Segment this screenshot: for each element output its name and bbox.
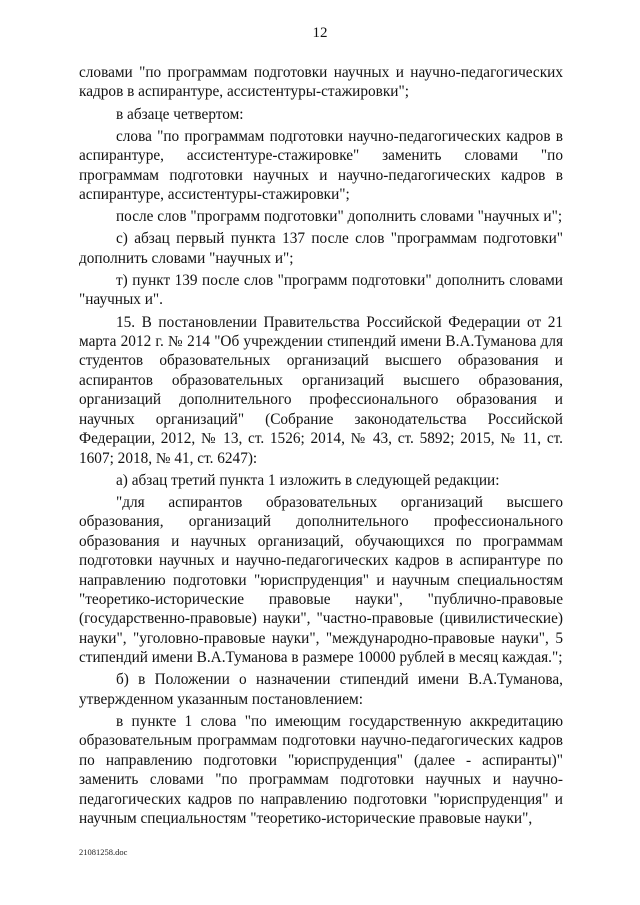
paragraph: "для аспирантов образовательных организаций высшего образования, организаций дополнительного профессионального образования и научных организаций, обучающихся по программам подготовки научных и научно-педагогических кадров в аспирантуре по направлению подготовки "юриспруденция" и научным специальностям "теоретико-исторические правовые науки", "публично-правовые (государственно-правовые) науки", "частно-правовые (цивилистические) науки", "уголовно-правовые науки", "международно-правовые науки", 5 стипендий имени В.А.Туманова в размере 10000 рублей в месяц каждая.";: [79, 493, 563, 667]
paragraph: 15. В постановлении Правительства Российской Федерации от 21 марта 2012 г. № 214 "Об учреждении стипендий имени В.А.Туманова для студентов образовательных организаций высшего образования и аспирантов образовательных организаций высшего образования, организаций дополнительного профессионального образования и научных организаций" (Собрание законодательства Российской Федерации, 2012, № 13, ст. 1526; 2014, № 43, ст. 5892; 2015, № 11, ст. 1607; 2018, № 41, ст. 6247):: [79, 313, 563, 467]
paragraph: после слов "программ подготовки" дополнить словами "научных и";: [116, 208, 563, 226]
paragraph: в абзаце четвертом:: [116, 105, 244, 123]
paragraph: в пункте 1 слова "по имеющим государственную аккредитацию образовательным программам подготовки научно-педагогических кадров по направлению подготовки "юриспруденция" (далее - аспиранты)" заменить словами "по программам подготовки научных и научно-педагогических кадров по направлению подготовки "юриспруденция" и научным специальностям "теоретико-исторические правовые науки",: [79, 712, 563, 827]
paragraph: с) абзац первый пункта 137 после слов "программам подготовки" дополнить словами "научных и";: [79, 230, 563, 267]
paragraph: т) пункт 139 после слов "программ подготовки" дополнить словами "научных и".: [79, 272, 563, 309]
footer-document-code: 21081258.doc: [79, 847, 128, 857]
paragraph: словами "по программам подготовки научных и научно-педагогических кадров в аспирантуре, ассистентуры-стажировки";: [79, 64, 563, 101]
paragraph: слова "по программам подготовки научно-педагогических кадров в аспирантуре, ассистентуре-стажировке" заменить словами "по программам подготовки научных и научно-педагогических кадров в аспирантуре, ассистентуры-стажировки";: [79, 127, 563, 204]
document-body: [79, 63, 563, 828]
paragraph: а) абзац третий пункта 1 изложить в следующей редакции:: [116, 471, 500, 489]
paragraph: б) в Положении о назначении стипендий имени В.А.Туманова, утвержденном указанным постановлением:: [79, 671, 563, 708]
page-number: 12: [312, 25, 328, 41]
